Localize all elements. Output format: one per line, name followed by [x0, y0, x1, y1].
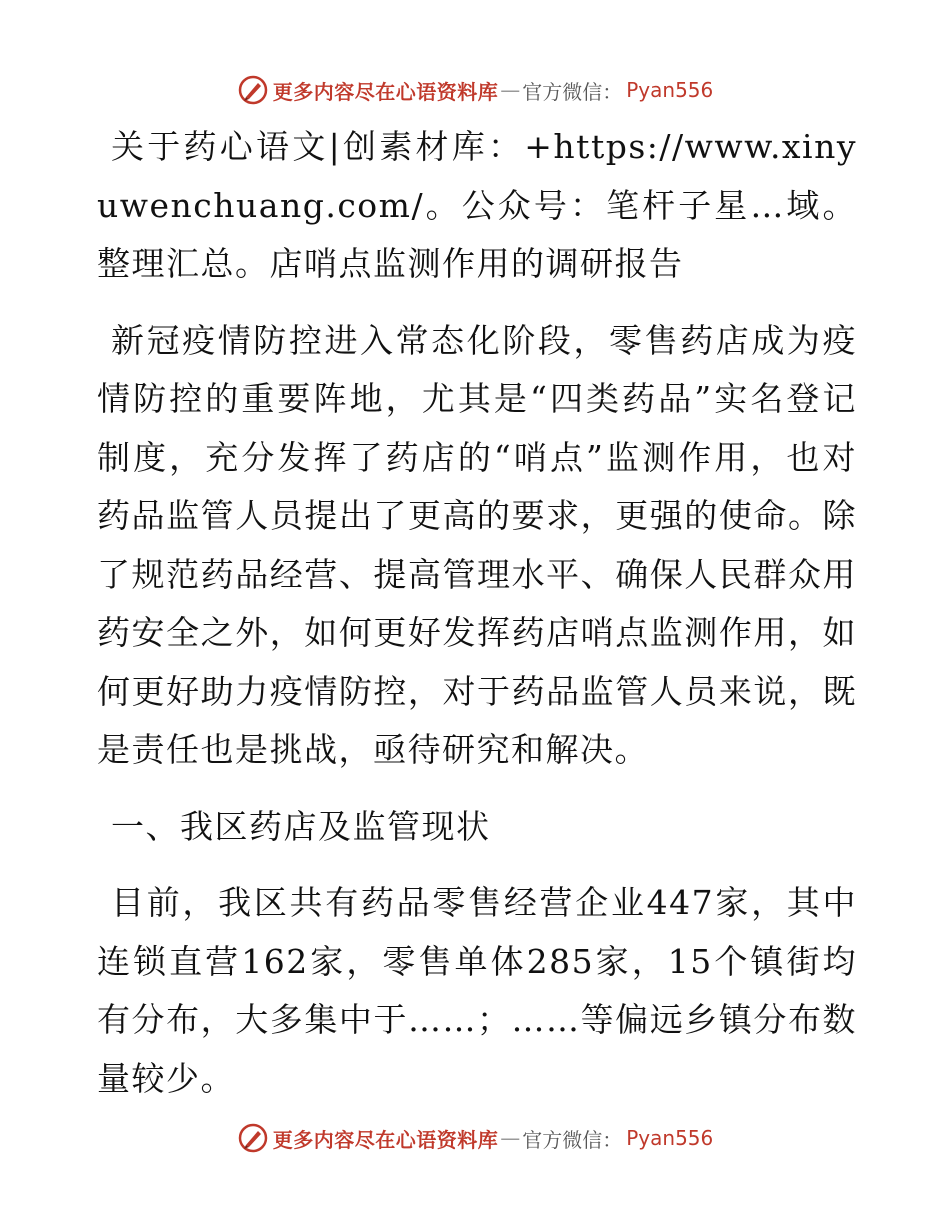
paragraph-gap — [97, 294, 857, 312]
quill-pen-logo-icon — [237, 74, 269, 106]
document-body — [97, 118, 857, 1108]
watermark-separator: — — [500, 78, 521, 102]
watermark-banner-top — [0, 70, 950, 110]
body-paragraph-2: 目前，我区共有药品零售经营企业447家，其中连锁直营162家，零售单体285家，15个镇街均有分布，大多集中于……；……等偏远乡镇分布数量较少。 — [97, 883, 857, 1098]
watermark-separator: — — [500, 1126, 521, 1150]
section-heading-1: 一、我区药店及监管现状 — [111, 806, 491, 846]
watermark-wechat-label: 官方微信： — [522, 1127, 623, 1152]
watermark-brand-text: 更多内容尽在心语资料库 — [272, 1127, 499, 1152]
intro-paragraph: 关于药心语文|创素材库：+https://www.xinyuwenchuang.com/。公众号：笔杆子星…域。整理汇总。店哨点监测作用的调研报告 — [97, 127, 857, 283]
paragraph-gap — [97, 856, 857, 874]
paragraph-gap — [97, 780, 857, 798]
quill-pen-logo-icon — [237, 1122, 269, 1154]
watermark-wechat-label: 官方微信： — [522, 79, 623, 104]
body-paragraph-1: 新冠疫情防控进入常态化阶段，零售药店成为疫情防控的重要阵地，尤其是“四类药品”实名登记制度，充分发挥了药店的“哨点”监测作用，也对药品监管人员提出了更高的要求，更强的使命。除了规范药品经营、提高管理水平、确保人民群众用药安全之外，如何更好发挥药店哨点监测作用，如何更好助力疫情防控，对于药品监管人员来说，既是责任也是挑战，亟待研究和解决。 — [97, 320, 857, 769]
watermark-banner-bottom — [0, 1118, 950, 1158]
watermark-wechat-id: Pyan556 — [626, 1126, 714, 1150]
watermark-brand-text: 更多内容尽在心语资料库 — [272, 79, 499, 104]
watermark-wechat-id: Pyan556 — [626, 78, 714, 102]
